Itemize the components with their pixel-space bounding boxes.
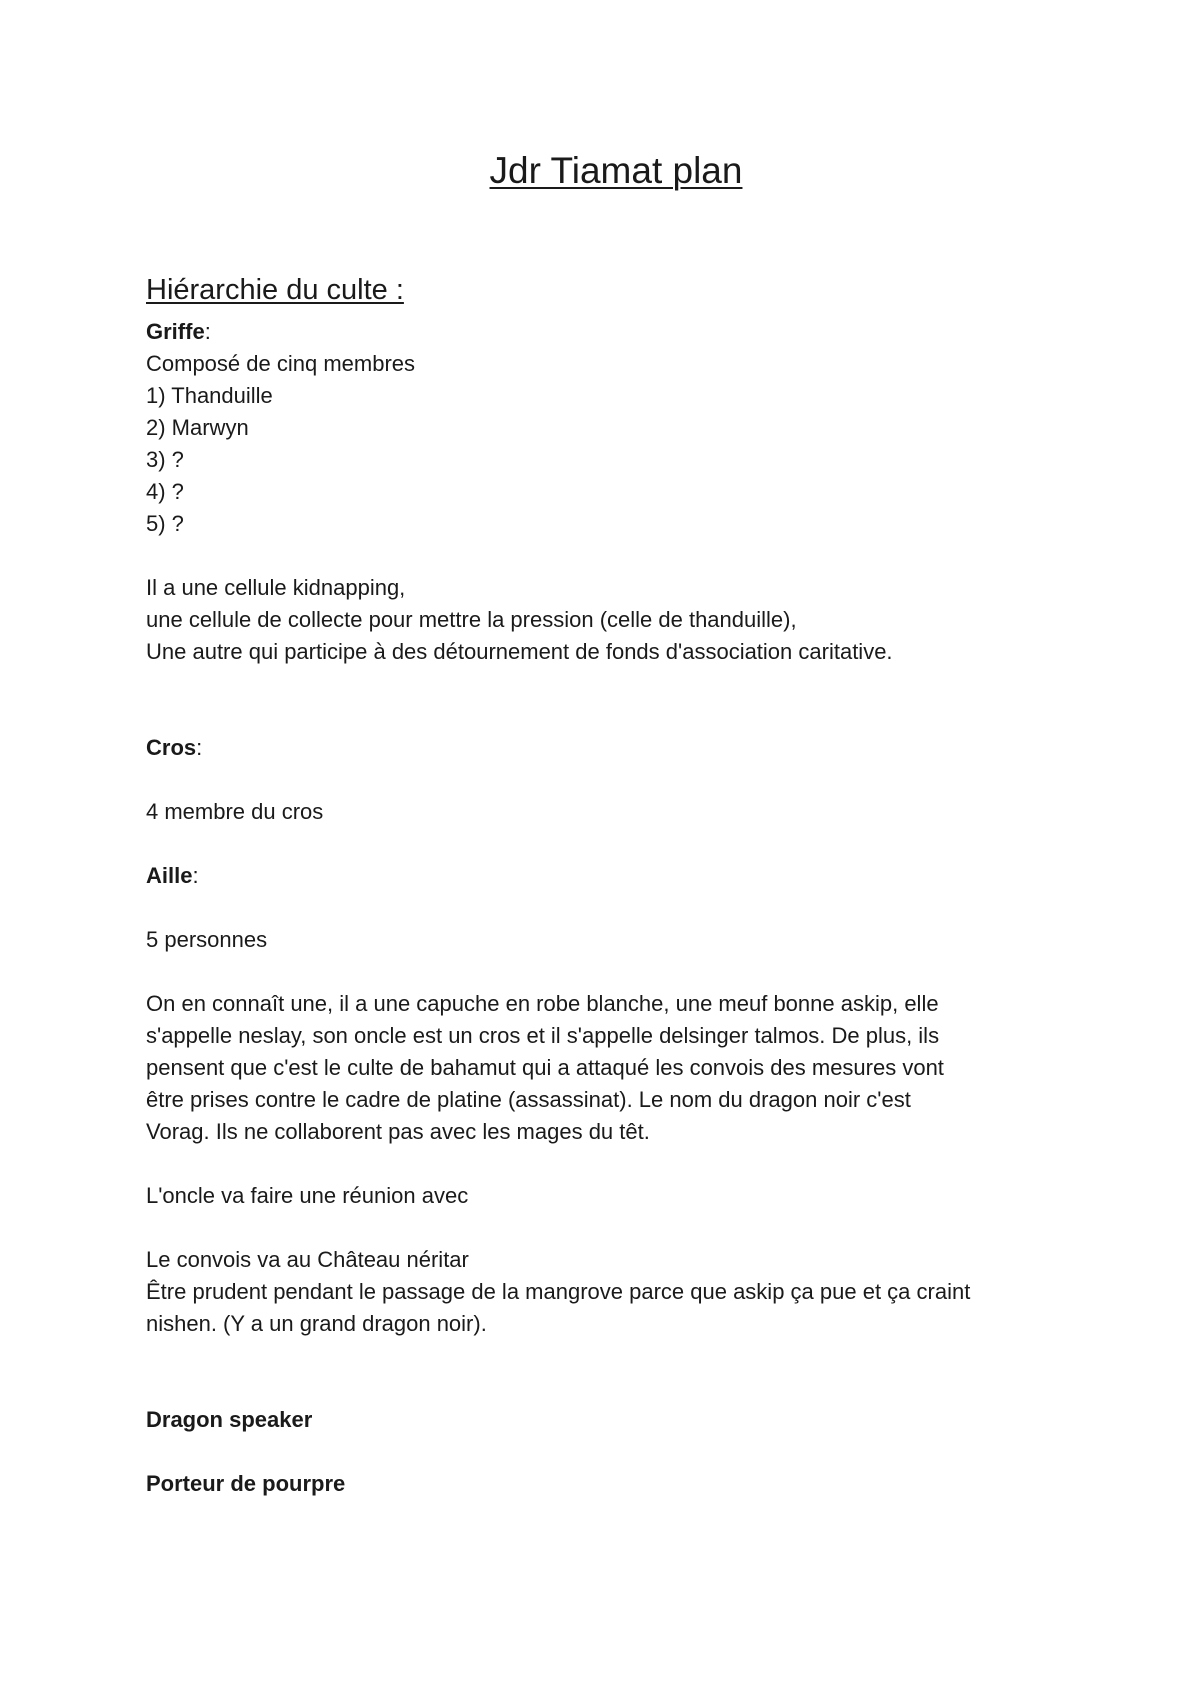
dragon-speaker-heading: Dragon speaker (146, 1407, 313, 1432)
aille-paragraph-line: pensent que c'est le culte de bahamut qui a attaqué les convois des mesures vont (146, 1055, 944, 1080)
aille-paragraph-line: être prises contre le cadre de platine (assassinat). Le nom du dragon noir c'est (146, 1087, 911, 1112)
document-content (146, 148, 1086, 1500)
aille-text: 5 personnes (146, 927, 268, 952)
griffe-suffix: : (204, 319, 211, 344)
convoi-line: nishen. (Y a un grand dragon noir). (146, 1311, 487, 1336)
griffe-cell-line: une cellule de collecte pour mettre la pression (celle de thanduille), (146, 607, 797, 632)
document-title: Jdr Tiamat plan (489, 150, 743, 191)
aille-paragraph-line: On en connaît une, il a une capuche en robe blanche, une meuf bonne askip, elle (146, 991, 939, 1016)
griffe-cell-line: Il a une cellule kidnapping, (146, 575, 406, 600)
griffe-line: 4) ? (146, 479, 184, 504)
convoi-line: Le convois va au Château néritar (146, 1247, 469, 1272)
cros-text: 4 membre du cros (146, 799, 324, 824)
porteur-heading: Porteur de pourpre (146, 1471, 346, 1496)
griffe-cell-line: Une autre qui participe à des détournement de fonds d'association caritative. (146, 639, 893, 664)
aille-label: Aille (146, 863, 193, 888)
section-heading-hierarchie: Hiérarchie du culte : (146, 274, 404, 306)
aille-paragraph-line: Vorag. Ils ne collaborent pas avec les mages du têt. (146, 1119, 650, 1144)
aille-paragraph-line: s'appelle neslay, son oncle est un cros et il s'appelle delsinger talmos. De plus, ils (146, 1023, 940, 1048)
aille-heading (146, 860, 1086, 892)
griffe-line: 5) ? (146, 511, 184, 536)
oncle-line: L'oncle va faire une réunion avec (146, 1183, 469, 1208)
griffe-heading (146, 316, 1086, 348)
griffe-line: 2) Marwyn (146, 415, 249, 440)
griffe-label: Griffe (146, 319, 205, 344)
griffe-line: Composé de cinq membres (146, 351, 416, 376)
cros-suffix: : (196, 735, 203, 760)
cros-heading (146, 732, 1086, 764)
griffe-line: 3) ? (146, 447, 184, 472)
convoi-line: Être prudent pendant le passage de la mangrove parce que askip ça pue et ça craint (146, 1279, 971, 1304)
cros-label: Cros (146, 735, 197, 760)
griffe-line: 1) Thanduille (146, 383, 273, 408)
aille-suffix: : (192, 863, 199, 888)
